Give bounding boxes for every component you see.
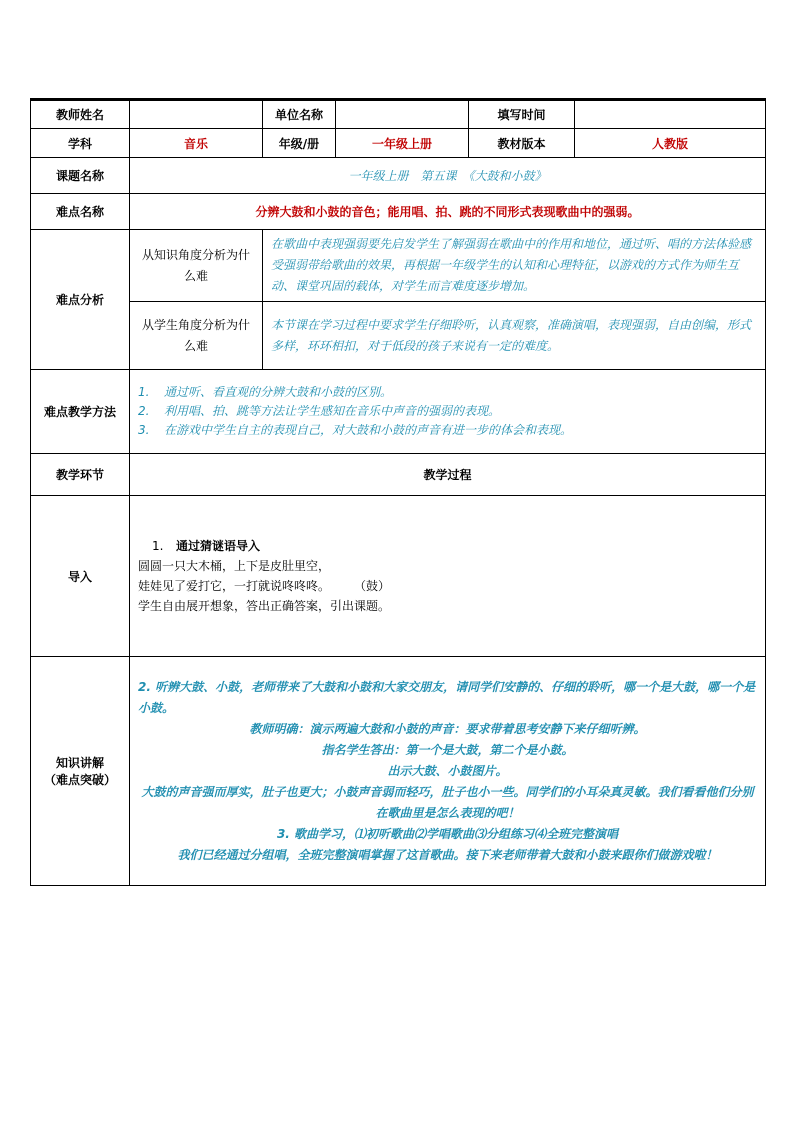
knowledge-paragraph-4: 出示大鼓、小鼓图片。 <box>387 763 508 778</box>
lesson-plan-table <box>30 98 766 886</box>
edition-label: 教材版本 <box>469 129 575 158</box>
method-item <box>138 421 759 440</box>
method-list <box>130 370 766 454</box>
knowledge-paragraph-5: 大鼓的声音强而厚实，肚子也更大；小鼓声音弱而轻巧，肚子也小一些。同学们的小耳朵真灵敏。我们看看他们分别在歌曲里是怎么表现的吧！ <box>141 784 754 820</box>
student-angle-label: 从学生角度分析为什么难 <box>130 302 263 370</box>
knowledge-content <box>130 657 766 886</box>
knowledge-angle-label: 从知识角度分析为什么难 <box>130 230 263 302</box>
method-label: 难点教学方法 <box>31 370 130 454</box>
process-label: 教学过程 <box>130 454 766 496</box>
method-item <box>138 383 759 402</box>
intro-number: 1. <box>152 539 164 553</box>
knowledge-paragraph-2: 教师明确：演示两遍大鼓和小鼓的声音：要求带着思考安静下来仔细听辨。 <box>249 721 646 736</box>
knowledge-label: 知识讲解 <box>55 756 104 770</box>
method-item <box>138 402 759 421</box>
grade-value: 一年级上册 <box>336 129 469 158</box>
date-label: 填写时间 <box>469 100 575 129</box>
method-item-text: 在游戏中学生自主的表现自己，对大鼓和小鼓的声音有进一步的体会和表现。 <box>164 423 573 437</box>
method-item-number: 1. <box>138 385 150 399</box>
method-item-text: 利用唱、拍、跳等方法让学生感知在音乐中声音的强弱的表现。 <box>164 404 501 418</box>
method-item-number: 2. <box>138 404 150 418</box>
title-value: 一年级上册 第五课 《大鼓和小鼓》 <box>130 158 766 194</box>
knowledge-paragraph-7: 我们已经通过分组唱，全班完整演唱掌握了这首歌曲。接下来老师带着大鼓和小鼓来跟你们做游戏啦！ <box>177 847 718 862</box>
knowledge-angle-text: 在歌曲中表现强弱要先启发学生了解强弱在歌曲中的作用和地位，通过听、唱的方法体验感受强弱带给歌曲的效果，再根据一年级学生的认知和心理特征，以游戏的方式作为师生互动、课堂巩固的载体，对学生而言难度逐步增加。 <box>263 230 766 302</box>
teacher-name-label: 教师姓名 <box>31 100 130 129</box>
knowledge-paragraph-6: 3. 歌曲学习，⑴初听歌曲⑵学唱歌曲⑶分组练习⑷全班完整演唱 <box>276 826 619 841</box>
unit-label: 单位名称 <box>263 100 336 129</box>
knowledge-label-cell <box>31 657 130 886</box>
intro-heading <box>138 536 759 556</box>
student-angle-text: 本节课在学习过程中要求学生仔细聆听，认真观察，准确演唱，表现强弱，自由创编，形式多样，环环相扣，对于低段的孩子来说有一定的难度。 <box>263 302 766 370</box>
intro-content <box>130 496 766 657</box>
intro-heading-text: 通过猜谜语导入 <box>176 539 261 553</box>
intro-line-3: 学生自由展开想象，答出正确答案，引出课题。 <box>138 599 391 613</box>
knowledge-paragraph-1: 2. 听辨大鼓、小鼓，老师带来了大鼓和小鼓和大家交朋友，请同学们安静的、仔细的聆听，哪一个是大鼓，哪一个是小鼓。 <box>138 679 756 715</box>
intro-label: 导入 <box>31 496 130 657</box>
knowledge-sublabel: （难点突破） <box>43 773 116 787</box>
method-item-number: 3. <box>138 423 150 437</box>
teacher-name-value <box>130 100 263 129</box>
knowledge-paragraph-3: 指名学生答出：第一个是大鼓，第二个是小鼓。 <box>321 742 574 757</box>
difficulty-value: 分辨大鼓和小鼓的音色；能用唱、拍、跳的不同形式表现歌曲中的强弱。 <box>130 194 766 230</box>
edition-value: 人教版 <box>575 129 766 158</box>
grade-label: 年级/册 <box>263 129 336 158</box>
riddle-line-1: 圆圆一只大木桶，上下是皮肚里空， <box>138 559 331 573</box>
stage-label: 教学环节 <box>31 454 130 496</box>
subject-value: 音乐 <box>130 129 263 158</box>
unit-value <box>336 100 469 129</box>
analysis-label: 难点分析 <box>31 230 130 370</box>
subject-label: 学科 <box>31 129 130 158</box>
title-label: 课题名称 <box>31 158 130 194</box>
difficulty-label: 难点名称 <box>31 194 130 230</box>
method-item-text: 通过听、看直观的分辨大鼓和小鼓的区别。 <box>164 385 393 399</box>
date-value <box>575 100 766 129</box>
riddle-line-2: 娃娃见了爱打它，一打就说咚咚咚。 （鼓） <box>138 579 391 593</box>
